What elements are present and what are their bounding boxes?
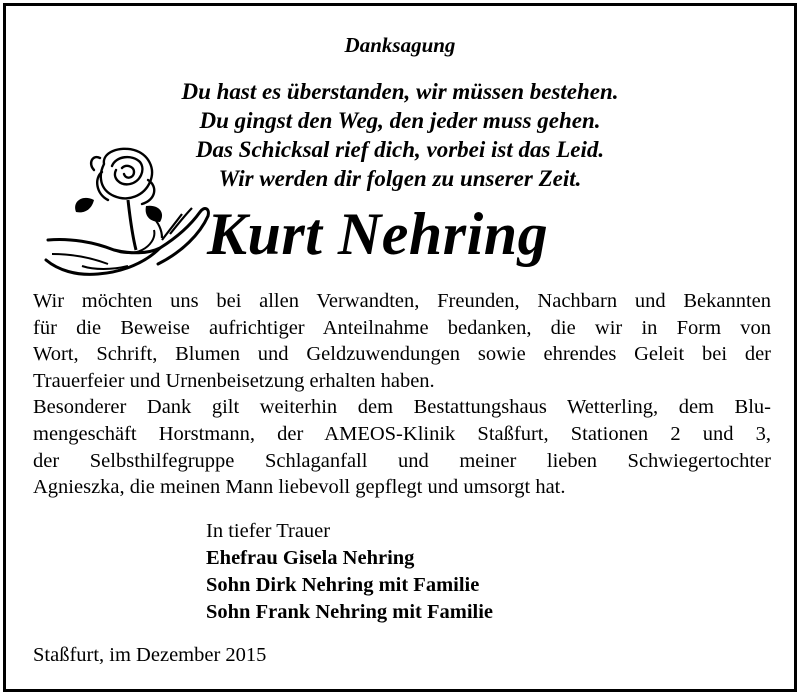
poem-line: Du hast es überstanden, wir müssen bestehen. [181, 79, 619, 104]
signoff-lead: In tiefer Trauer [206, 520, 331, 542]
family-member: Ehefrau Gisela Nehring [206, 547, 415, 569]
family-member: Sohn Dirk Nehring mit Familie [206, 574, 480, 596]
body-line: für die Beweise aufrichtiger Anteilnahme bedanken, die wir in Form von [33, 316, 771, 339]
body-line: der Selbsthilfegruppe Schlaganfall und meiner lieben Schwiegertochter [33, 449, 771, 472]
deceased-name: Kurt Nehring [207, 201, 549, 267]
body-line: Wort, Schrift, Blumen und Geldzuwendungen sowie ehrendes Geleit bei der [33, 343, 771, 366]
body-line: Trauerfeier und Urnenbeisetzung erhalten haben. [33, 369, 435, 392]
rose-in-hands-icon [42, 142, 212, 282]
place-and-date: Staßfurt, im Dezember 2015 [33, 644, 267, 666]
poem-line: Du gingst den Weg, den jeder muss gehen. [199, 108, 601, 133]
obituary-notice [3, 3, 797, 692]
body-line: mengeschäft Horstmann, der AMEOS-Klinik Staßfurt, Stationen 2 und 3, [33, 422, 771, 445]
poem-line: Das Schicksal rief dich, vorbei ist das Leid. [195, 137, 605, 162]
body-line: Wir möchten uns bei allen Verwandten, Freunden, Nachbarn und Bekannten [33, 290, 771, 312]
thank-you-text [33, 288, 771, 501]
notice-heading: Danksagung [344, 33, 456, 57]
body-line: Besonderer Dank gilt weiterhin dem Bestattungshaus Wetterling, dem Blu- [33, 396, 771, 419]
poem-line: Wir werden dir folgen zu unserer Zeit. [218, 166, 582, 191]
body-line: Agnieszka, die meinen Mann liebevoll gepflegt und umsorgt hat. [33, 476, 566, 499]
signoff-block [206, 518, 493, 626]
family-member: Sohn Frank Nehring mit Familie [206, 601, 494, 623]
